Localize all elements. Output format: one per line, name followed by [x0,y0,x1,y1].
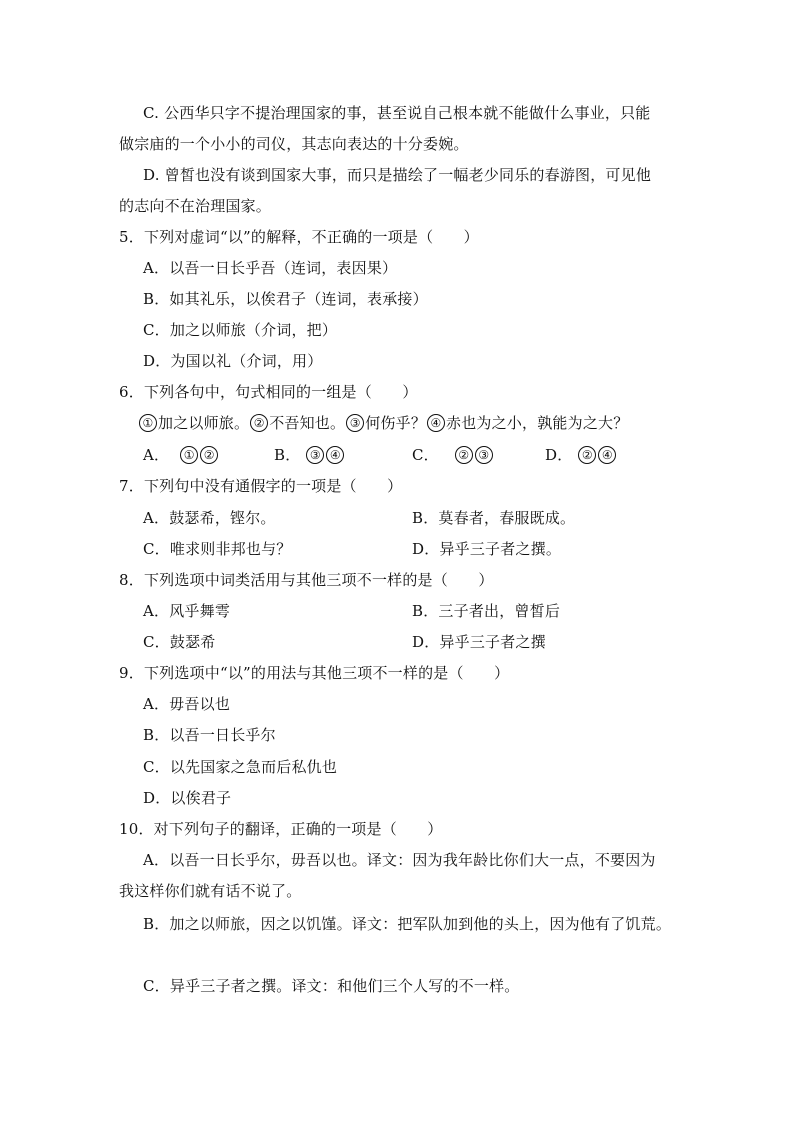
number-3-marker: ③ [346,414,364,432]
question-9: 9．下列选项中“以”的用法与其他三项不一样的是（ ） [119,664,510,682]
question-6: 6．下列各句中，句式相同的一组是（ ） [119,383,418,401]
q6-option-b-letter: B． [274,446,301,464]
q4-option-d-line2: 的志向不在治理国家。 [119,197,272,215]
q10-option-b: B．加之以师旅，因之以饥馑。译文：把军队加到他的头上，因为他有了饥荒。 [143,915,672,933]
q6-option-c-letter: C． [412,446,439,464]
question-5: 5．下列对虚词“以”的解释，不正确的一项是（ ） [119,228,479,246]
q10-option-a-line2: 我这样你们就有话不说了。 [119,882,302,900]
number-4-marker: ④ [326,446,344,464]
q8-option-c: C．鼓瑟希 [143,633,216,651]
question-7: 7．下列句中没有通假字的一项是（ ） [119,477,403,495]
q6-sentences [138,413,708,433]
q7-option-c: C．唯求则非邦也与？ [143,540,292,558]
q6-sentence-1: 加之以师旅。 [158,414,250,432]
q7-option-b: B．莫春者，春服既成。 [412,509,576,527]
q6-option-d [545,445,665,465]
number-1-marker: ① [180,446,198,464]
q6-sentence-4: 赤也为之小，孰能为之大？ [446,414,629,432]
question-8: 8．下列选项中词类活用与其他三项不一样的是（ ） [119,571,494,589]
q6-option-b [274,445,394,465]
q5-option-a: A．以吾一日长乎吾（连词，表因果） [143,259,398,277]
number-1-marker: ① [139,414,157,432]
q9-option-b: B．以吾一日长乎尔 [143,726,276,744]
q8-option-b: B．三子者出，曾皙后 [412,602,561,620]
q4-option-c-line1: C. 公西华只字不提治理国家的事，甚至说自己根本就不能做什么事业，只能 [143,104,651,122]
q4-option-c-line2: 做宗庙的一个小小的司仪，其志向表达的十分委婉。 [119,135,469,153]
q9-option-c: C．以先国家之急而后私仇也 [143,758,338,776]
number-4-marker: ④ [427,414,445,432]
q10-option-c: C．异乎三子者之撰。译文：和他们三个人写的不一样。 [143,977,520,995]
q10-option-a-line1: A．以吾一日长乎尔，毋吾以也。译文：因为我年龄比你们大一点，不要因为 [143,851,656,869]
number-3-marker: ③ [475,446,493,464]
number-2-marker: ② [200,446,218,464]
q6-sentence-2: 不吾知也。 [269,414,346,432]
q6-option-d-letter: D． [545,446,573,464]
q4-option-d-line1: D. 曾皙也没有谈到国家大事，而只是描绘了一幅老少同乐的春游图，可见他 [143,166,652,184]
number-2-marker: ② [578,446,596,464]
q5-option-c: C．加之以师旅（介词，把） [143,321,338,339]
q6-option-a-letter: A． [143,446,170,464]
q6-option-a [143,445,263,465]
q6-option-c [412,445,532,465]
q5-option-b: B．如其礼乐，以俟君子（连词，表承接） [143,290,428,308]
question-10: 10．对下列句子的翻译，正确的一项是（ ） [119,820,443,838]
q7-option-a: A．鼓瑟希，铿尔。 [143,509,276,527]
q8-option-d: D．异乎三子者之撰 [412,633,546,651]
q6-sentence-3: 何伤乎？ [365,414,427,432]
q5-option-d: D．为国以礼（介词，用） [143,352,323,370]
q8-option-a: A．风乎舞雩 [143,602,231,620]
q9-option-d: D．以俟君子 [143,789,232,807]
number-3-marker: ③ [306,446,324,464]
q7-option-d: D．异乎三子者之撰。 [412,540,562,558]
number-4-marker: ④ [598,446,616,464]
number-2-marker: ② [250,414,268,432]
q9-option-a: A．毋吾以也 [143,695,231,713]
number-2-marker: ② [455,446,473,464]
